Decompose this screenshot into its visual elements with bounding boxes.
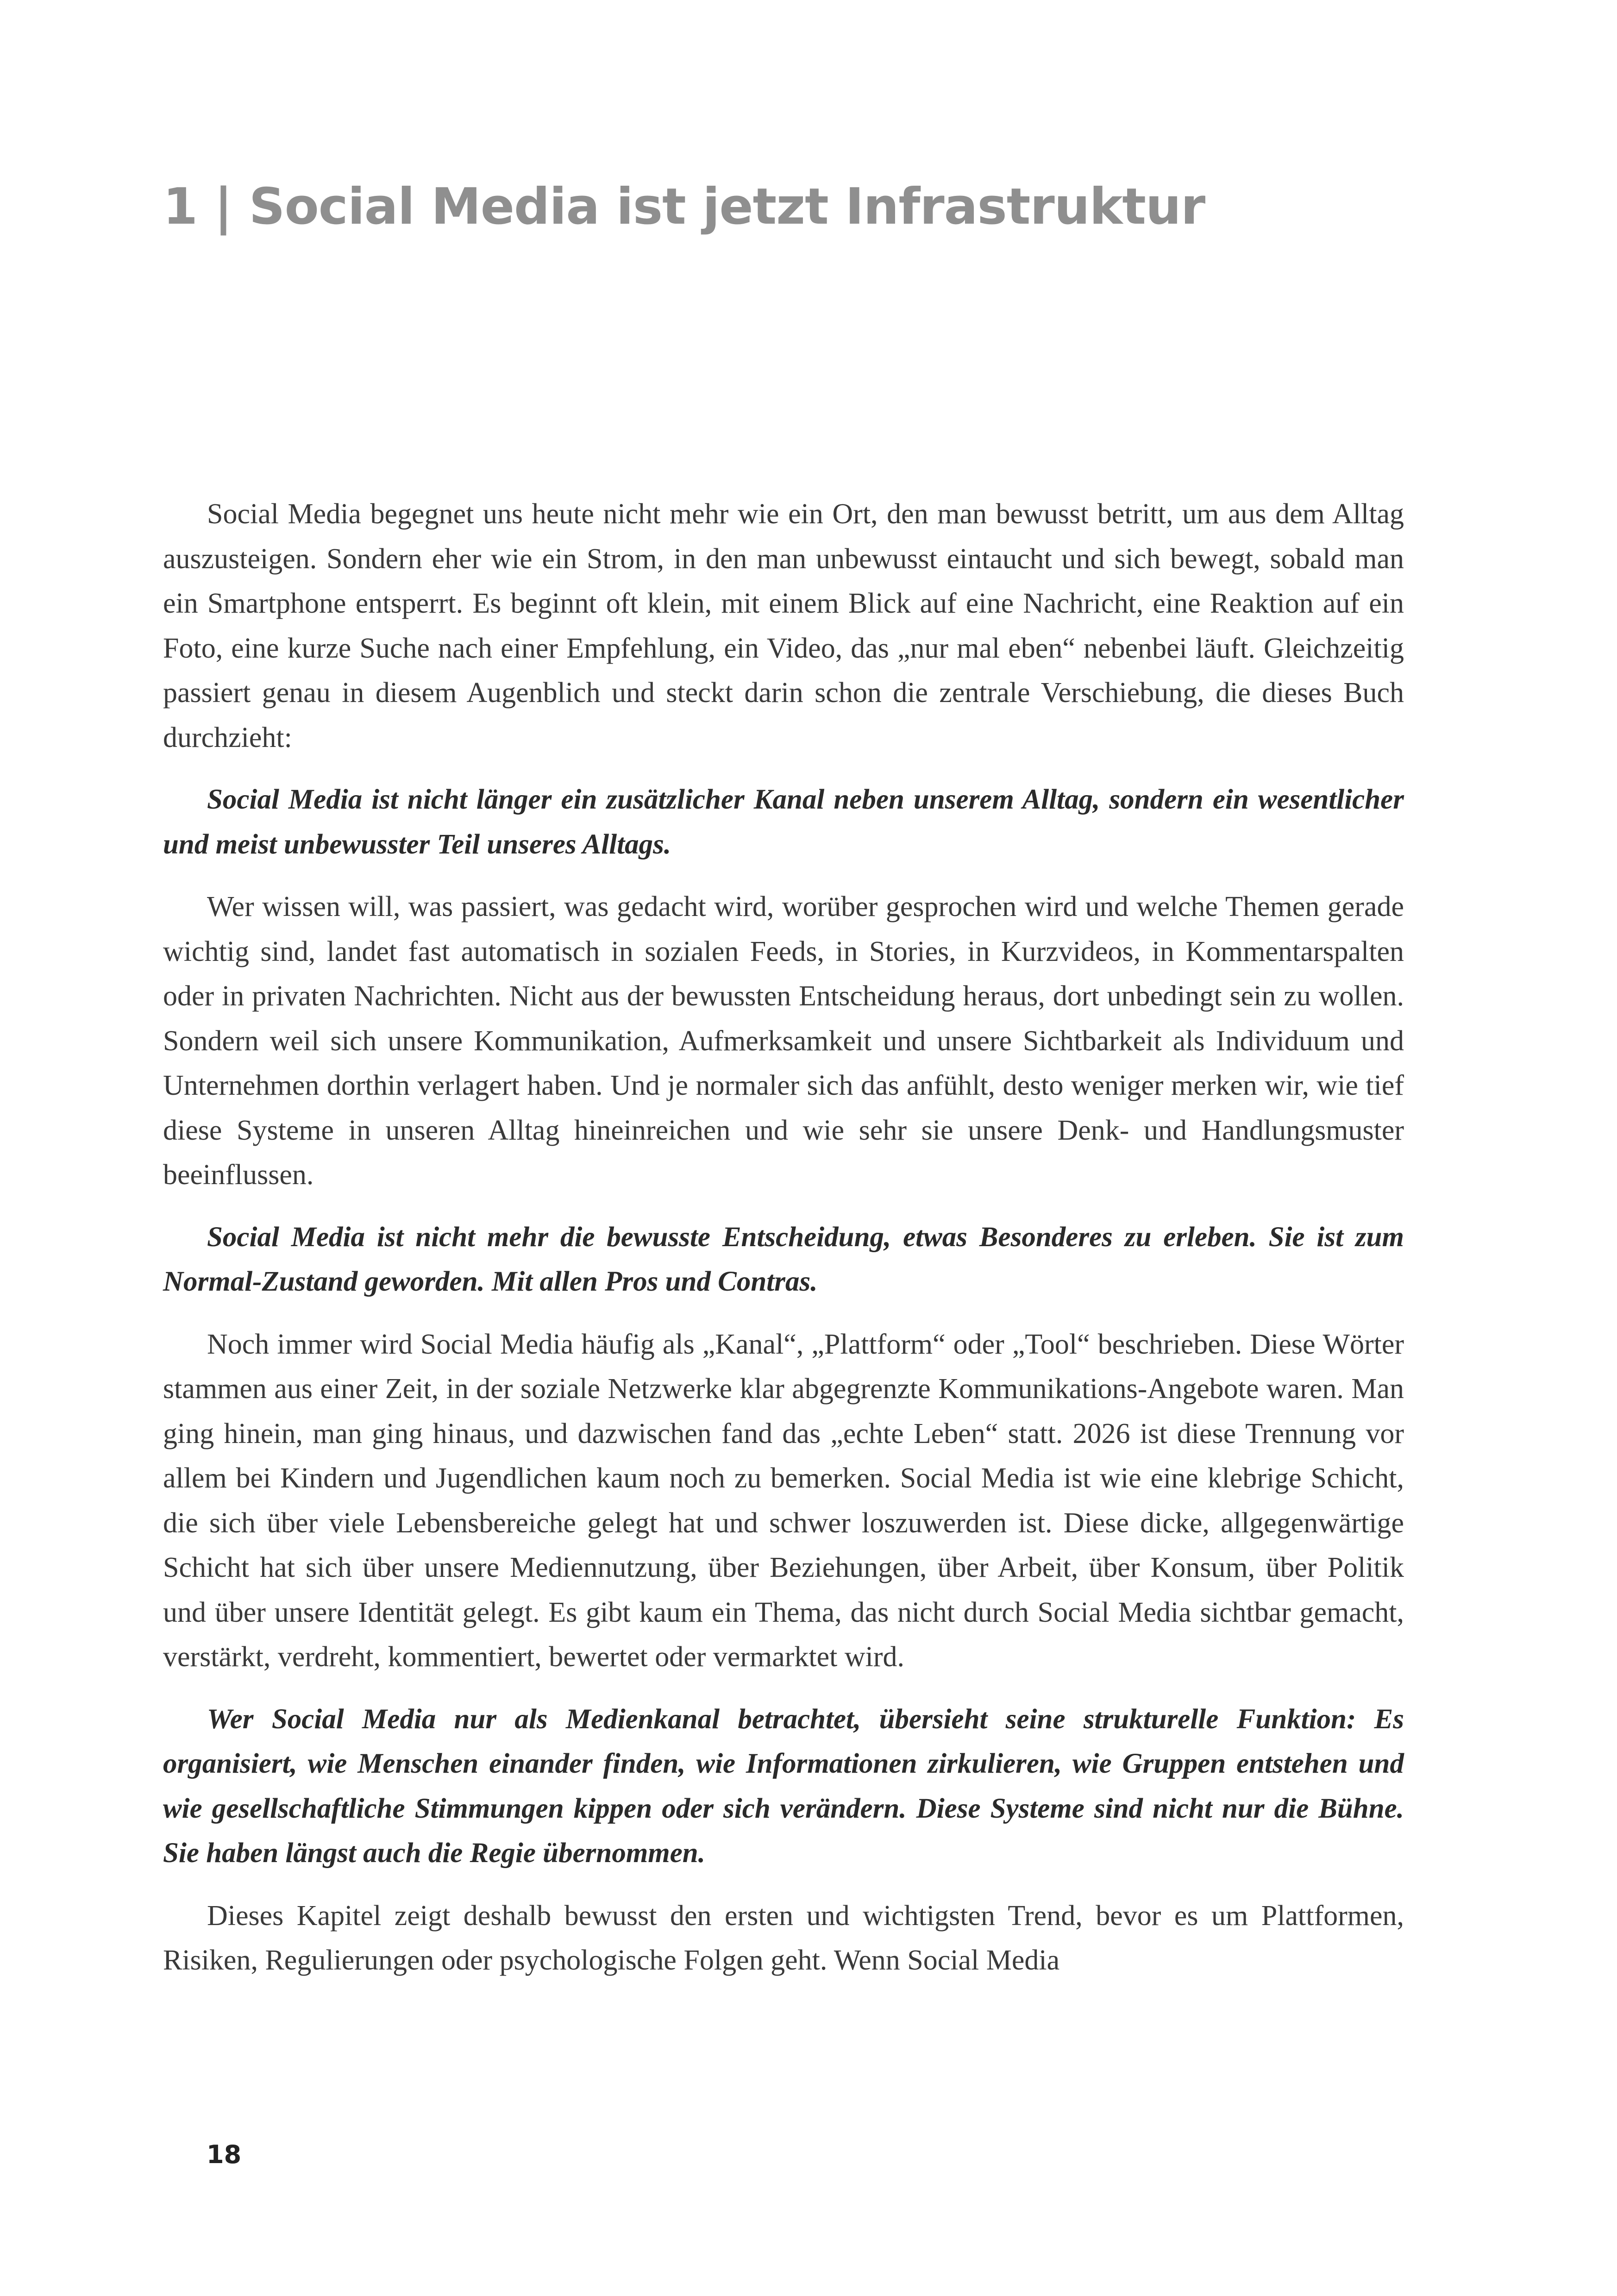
paragraph: Social Media begegnet uns heute nicht mehr wie ein Ort, den man bewusst betritt, um aus dem Alltag auszusteigen. Sondern eher wie ein Strom, in den man unbewusst eintaucht und sich bewegt, sobald man ein Smartphone entsperrt. Es beginnt oft klein, mit einem Blick auf eine Nachricht, eine Reaktion auf ein Foto, eine kurze Suche nach einer Empfehlung, ein Video, das „nur mal eben“ nebenbei läuft. Gleichzeitig passiert genau in diesem Augenblich und steckt darin schon die zentrale Verschiebung, die dieses Buch durchzieht: xyxy=(163,498,1404,753)
paragraph: Noch immer wird Social Media häufig als „Kanal“, „Plattform“ oder „Tool“ beschrieben. Diese Wörter stammen aus einer Zeit, in der soziale Netzwerke klar abgegrenzte Kommunikations-Angebote waren. Man ging hinein, man ging hinaus, und dazwischen fand das „echte Leben“ statt. 2026 ist diese Trennung vor allem bei Kindern und Jugendlichen kaum noch zu bemerken. Social Media ist wie eine klebrige Schicht, die sich über viele Lebensbereiche gelegt hat und schwer loszuwerden ist. Diese dicke, allgegenwärtige Schicht hat sich über unsere Mediennutzung, über Beziehungen, über Arbeit, über Konsum, über Politik und über unsere Identität gelegt. Es gibt kaum ein Thema, das nicht durch Social Media sichtbar gemacht, verstärkt, verdreht, kommentiert, bewertet oder vermarktet wird. xyxy=(163,1328,1404,1673)
emphasis-paragraph: Wer Social Media nur als Medienkanal betrachtet, übersieht seine strukturelle Funktion: Es organisiert, wie Menschen einander finden, wie Informationen zirkulieren, wie Gruppen entstehen und wie gesellschaftliche Stimmungen kippen oder sich verändern. Diese Systeme sind nicht nur die Bühne. Sie haben längst auch die Regie übernommen. xyxy=(163,1703,1404,1869)
emphasis-paragraph: Social Media ist nicht länger ein zusätzlicher Kanal neben unserem Alltag, sondern ein wesentlicher und meist unbewusster Teil unseres Alltags. xyxy=(163,784,1404,860)
paragraph: Dieses Kapitel zeigt deshalb bewusst den ersten und wichtigsten Trend, bevor es um Plattformen, Risiken, Regulierungen oder psychologische Folgen geht. Wenn Social Media xyxy=(163,1900,1404,1976)
chapter-title: 1 | Social Media ist jetzt Infrastruktur xyxy=(163,178,1205,236)
page-number: 18 xyxy=(207,2140,242,2169)
emphasis-paragraph: Social Media ist nicht mehr die bewusste Entscheidung, etwas Besonderes zu erleben. Sie ist zum Normal-Zustand geworden. Mit allen Pros und Contras. xyxy=(163,1221,1404,1297)
chapter-body xyxy=(163,492,1404,2001)
paragraph: Wer wissen will, was passiert, was gedacht wird, worüber gesprochen wird und welche Themen gerade wichtig sind, landet fast automatisch in sozialen Feeds, in Stories, in Kurzvideos, in Kommentarspalten oder in privaten Nachrichten. Nicht aus der bewussten Entscheidung heraus, dort unbedingt sein zu wollen. Sondern weil sich unsere Kommunikation, Aufmerksamkeit und unsere Sichtbarkeit als Individuum und Unternehmen dorthin verlagert haben. Und je normaler sich das anfühlt, desto weniger merken wir, wie tief diese Systeme in unseren Alltag hineinreichen und wie sehr sie unsere Denk- und Handlungsmuster beeinflussen. xyxy=(163,891,1404,1191)
